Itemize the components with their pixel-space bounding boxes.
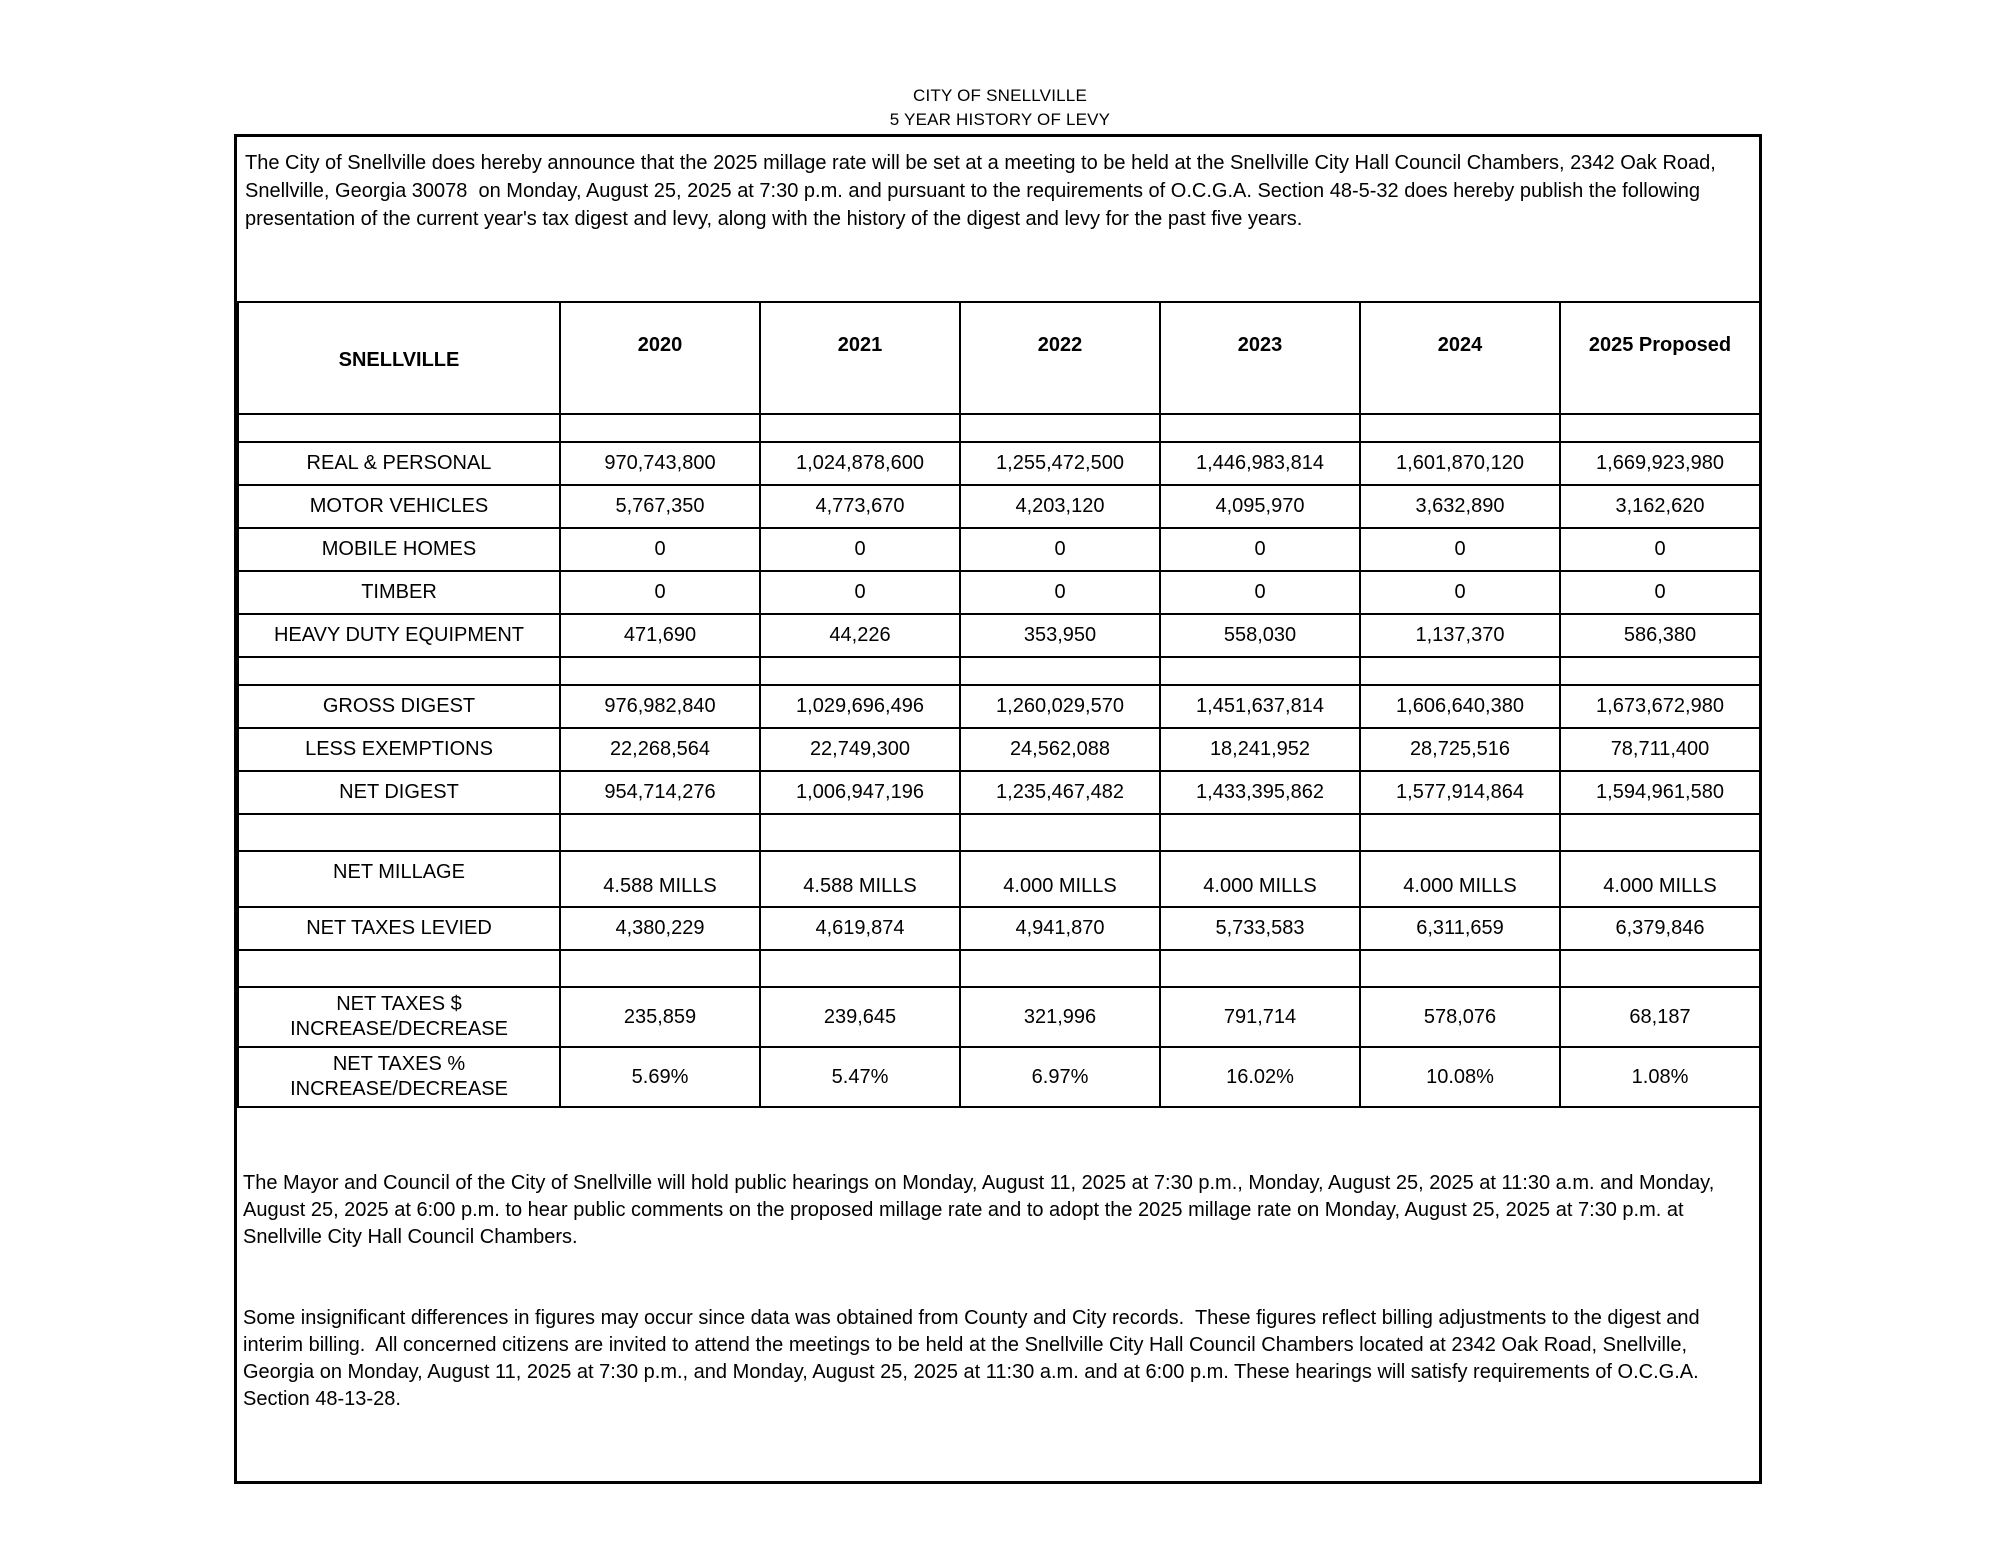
value-cell: 22,749,300: [760, 728, 960, 771]
value-cell: 1,433,395,862: [1160, 771, 1360, 814]
row-label: HEAVY DUTY EQUIPMENT: [238, 614, 560, 657]
spacer-cell: [560, 814, 760, 851]
value-cell: 0: [1160, 571, 1360, 614]
col-header-2025-proposed: 2025 Proposed: [1560, 302, 1760, 414]
value-cell: 970,743,800: [560, 442, 760, 485]
value-cell: 0: [1160, 528, 1360, 571]
col-header-2020: 2020: [560, 302, 760, 414]
value-cell: 586,380: [1560, 614, 1760, 657]
value-cell: 353,950: [960, 614, 1160, 657]
value-cell: 4,095,970: [1160, 485, 1360, 528]
levy-history-table: [237, 301, 1761, 1108]
value-cell: 4.000 MILLS: [960, 851, 1160, 907]
value-cell: 954,714,276: [560, 771, 760, 814]
footer-notices: [237, 1108, 1759, 1481]
value-cell: 1,024,878,600: [760, 442, 960, 485]
spacer-cell: [1160, 414, 1360, 442]
value-cell: 6,379,846: [1560, 907, 1760, 950]
table-row: [238, 771, 1760, 814]
spacer-cell: [1360, 814, 1560, 851]
row-label: TIMBER: [238, 571, 560, 614]
levy-table-body: [238, 414, 1760, 1107]
value-cell: 18,241,952: [1160, 728, 1360, 771]
row-label: MOBILE HOMES: [238, 528, 560, 571]
row-label: NET TAXES $ INCREASE/DECREASE: [238, 987, 560, 1047]
row-label: GROSS DIGEST: [238, 685, 560, 728]
spacer-row: [238, 950, 1760, 987]
value-cell: 0: [560, 571, 760, 614]
spacer-cell: [960, 414, 1160, 442]
spacer-cell: [1160, 657, 1360, 685]
spacer-cell: [760, 657, 960, 685]
table-row: [238, 728, 1760, 771]
value-cell: 1,006,947,196: [760, 771, 960, 814]
value-cell: 1,577,914,864: [1360, 771, 1560, 814]
spacer-cell: [760, 950, 960, 987]
table-row: [238, 1047, 1760, 1107]
value-cell: 5,767,350: [560, 485, 760, 528]
spacer-cell: [1160, 814, 1360, 851]
value-cell: 791,714: [1160, 987, 1360, 1047]
row-label: REAL & PERSONAL: [238, 442, 560, 485]
row-label: NET TAXES % INCREASE/DECREASE: [238, 1047, 560, 1107]
spacer-cell: [238, 950, 560, 987]
col-header-2021: 2021: [760, 302, 960, 414]
spacer-cell: [1560, 414, 1760, 442]
value-cell: 1,260,029,570: [960, 685, 1160, 728]
value-cell: 22,268,564: [560, 728, 760, 771]
value-cell: 0: [560, 528, 760, 571]
value-cell: 1,601,870,120: [1360, 442, 1560, 485]
value-cell: 1,606,640,380: [1360, 685, 1560, 728]
value-cell: 0: [960, 528, 1160, 571]
value-cell: 1,451,637,814: [1160, 685, 1360, 728]
spacer-row: [238, 414, 1760, 442]
value-cell: 558,030: [1160, 614, 1360, 657]
spacer-cell: [1360, 414, 1560, 442]
value-cell: 3,632,890: [1360, 485, 1560, 528]
spacer-cell: [560, 657, 760, 685]
value-cell: 321,996: [960, 987, 1160, 1047]
row-label: LESS EXEMPTIONS: [238, 728, 560, 771]
value-cell: 1.08%: [1560, 1047, 1760, 1107]
table-row: [238, 614, 1760, 657]
value-cell: 4.588 MILLS: [560, 851, 760, 907]
value-cell: 78,711,400: [1560, 728, 1760, 771]
table-header-row: [238, 302, 1760, 414]
row-label: NET MILLAGE: [238, 851, 560, 907]
value-cell: 578,076: [1360, 987, 1560, 1047]
value-cell: 1,669,923,980: [1560, 442, 1760, 485]
value-cell: 5,733,583: [1160, 907, 1360, 950]
value-cell: 3,162,620: [1560, 485, 1760, 528]
value-cell: 5.47%: [760, 1047, 960, 1107]
table-row: [238, 851, 1760, 907]
value-cell: 1,255,472,500: [960, 442, 1160, 485]
value-cell: 1,029,696,496: [760, 685, 960, 728]
value-cell: 10.08%: [1360, 1047, 1560, 1107]
spacer-cell: [1560, 657, 1760, 685]
spacer-cell: [1560, 814, 1760, 851]
value-cell: 4.588 MILLS: [760, 851, 960, 907]
value-cell: 0: [960, 571, 1160, 614]
col-header-2024: 2024: [1360, 302, 1560, 414]
title-line-1: CITY OF SNELLVILLE: [913, 86, 1087, 105]
col-header-snellville: SNELLVILLE: [238, 302, 560, 414]
value-cell: 4,619,874: [760, 907, 960, 950]
value-cell: 0: [760, 571, 960, 614]
table-row: [238, 528, 1760, 571]
value-cell: 235,859: [560, 987, 760, 1047]
spacer-cell: [1360, 657, 1560, 685]
spacer-row: [238, 814, 1760, 851]
table-row: [238, 987, 1760, 1047]
value-cell: 0: [1560, 571, 1760, 614]
notice-border-box: [234, 134, 1762, 1484]
value-cell: 6.97%: [960, 1047, 1160, 1107]
value-cell: 6,311,659: [1360, 907, 1560, 950]
value-cell: 4.000 MILLS: [1360, 851, 1560, 907]
table-row: [238, 442, 1760, 485]
spacer-cell: [238, 414, 560, 442]
value-cell: 4,203,120: [960, 485, 1160, 528]
value-cell: 4,380,229: [560, 907, 760, 950]
value-cell: 1,673,672,980: [1560, 685, 1760, 728]
spacer-cell: [560, 414, 760, 442]
row-label: NET TAXES LEVIED: [238, 907, 560, 950]
table-row: [238, 485, 1760, 528]
col-header-2022: 2022: [960, 302, 1160, 414]
table-row: [238, 571, 1760, 614]
spacer-cell: [560, 950, 760, 987]
title-line-2: 5 YEAR HISTORY OF LEVY: [889, 110, 1111, 129]
row-label: MOTOR VEHICLES: [238, 485, 560, 528]
spacer-cell: [960, 657, 1160, 685]
document-title: [0, 84, 2000, 132]
hearing-notice-paragraph: The Mayor and Council of the City of Snellville will hold public hearings on Monday, August 11, 2025 at 7:30 p.m., Monday, August 25, 2025 at 11:30 a.m. and Monday, August 25, 2025 at 6:00 p.m. to hear public comments on the proposed millage rate and to adopt the 2025 millage rate on Monday, August 25, 2025 at 7:30 p.m. at Snellville City Hall Council Chambers.: [243, 1172, 1719, 1248]
value-cell: 68,187: [1560, 987, 1760, 1047]
spacer-cell: [1360, 950, 1560, 987]
row-label: NET DIGEST: [238, 771, 560, 814]
spacer-cell: [760, 414, 960, 442]
value-cell: 976,982,840: [560, 685, 760, 728]
value-cell: 471,690: [560, 614, 760, 657]
value-cell: 24,562,088: [960, 728, 1160, 771]
spacer-cell: [238, 657, 560, 685]
value-cell: 0: [1360, 571, 1560, 614]
value-cell: 28,725,516: [1360, 728, 1560, 771]
spacer-cell: [960, 814, 1160, 851]
table-row: [238, 907, 1760, 950]
spacer-cell: [960, 950, 1160, 987]
value-cell: 239,645: [760, 987, 960, 1047]
spacer-cell: [1160, 950, 1360, 987]
table-row: [238, 685, 1760, 728]
value-cell: 4,773,670: [760, 485, 960, 528]
value-cell: 1,235,467,482: [960, 771, 1160, 814]
spacer-cell: [760, 814, 960, 851]
intro-paragraph: The City of Snellville does hereby announce that the 2025 millage rate will be set at a meeting to be held at the Snellville City Hall Council Chambers, 2342 Oak Road, Snellville, Georgia 30078 on Monday, August 25, 2025 at 7:30 p.m. and pursuant to the requirements of O.C.G.A. Section 48-5-32 does hereby publish the following presentation of the current year's tax digest and levy, along with the history of the digest and levy for the past five years.: [245, 152, 1722, 230]
value-cell: 4,941,870: [960, 907, 1160, 950]
value-cell: 16.02%: [1160, 1047, 1360, 1107]
spacer-row: [238, 657, 1760, 685]
disclaimer-paragraph: Some insignificant differences in figures may occur since data was obtained from County and City records. These figures reflect billing adjustments to the digest and interim billing. All concerned citizens are invited to attend the meetings to be held at the Snellville City Hall Council Chambers located at 2342 Oak Road, Snellville, Georgia on Monday, August 11, 2025 at 7:30 p.m., and Monday, August 25, 2025 at 11:30 a.m. and at 6:00 p.m. These hearings will satisfy requirements of O.C.G.A. Section 48-13-28.: [243, 1307, 1706, 1410]
value-cell: 4.000 MILLS: [1560, 851, 1760, 907]
value-cell: 1,446,983,814: [1160, 442, 1360, 485]
spacer-cell: [238, 814, 560, 851]
value-cell: 0: [760, 528, 960, 571]
value-cell: 4.000 MILLS: [1160, 851, 1360, 907]
value-cell: 0: [1360, 528, 1560, 571]
value-cell: 44,226: [760, 614, 960, 657]
spacer-cell: [1560, 950, 1760, 987]
value-cell: 1,137,370: [1360, 614, 1560, 657]
value-cell: 5.69%: [560, 1047, 760, 1107]
value-cell: 0: [1560, 528, 1760, 571]
col-header-2023: 2023: [1160, 302, 1360, 414]
value-cell: 1,594,961,580: [1560, 771, 1760, 814]
